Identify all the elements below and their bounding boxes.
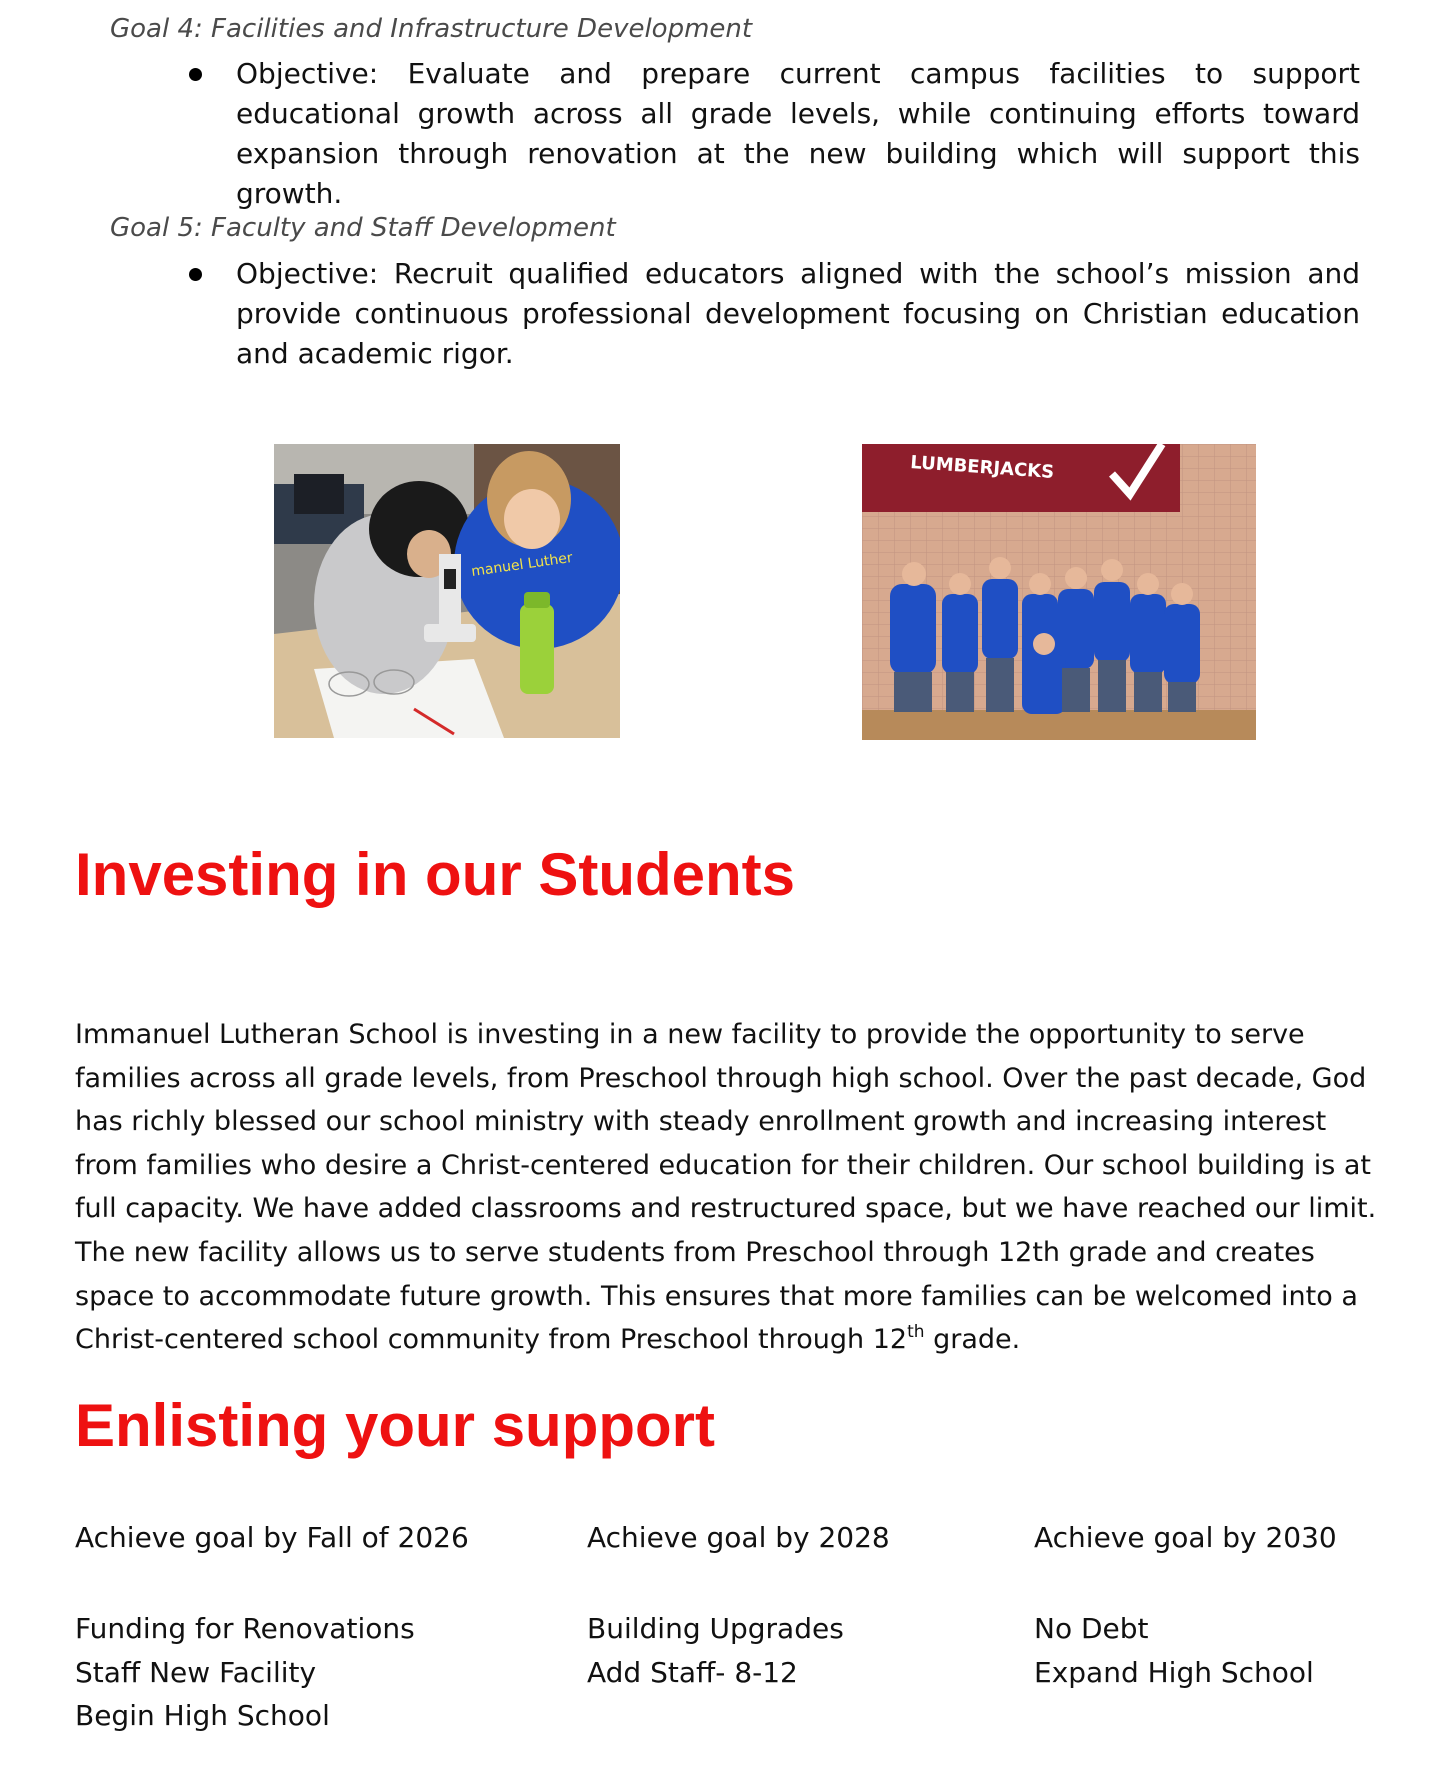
objective-line: through renovation at the new building which will support this growth. xyxy=(236,137,1361,210)
last-line-text: Christ-centered school community from Preschool through 12 xyxy=(75,1324,908,1356)
goal-target: Achieve goal by 2028 xyxy=(587,1521,890,1554)
paragraph-line: from families who desire a Christ-centered education for their children. Our school building is at xyxy=(75,1149,1371,1181)
goal-item: Expand High School xyxy=(1034,1655,1314,1689)
paragraph-line: space to accommodate future growth. This ensures that more families can be welcomed into a xyxy=(75,1280,1358,1312)
paragraph-line: has richly blessed our school ministry with steady enrollment growth and increasing interest xyxy=(75,1106,1327,1138)
goal-5-objective xyxy=(236,254,1360,374)
goal-item-list xyxy=(75,1607,415,1738)
goal-item-list xyxy=(1034,1607,1314,1694)
goal-item: Building Upgrades xyxy=(587,1612,844,1645)
banner-text: LUMBERJACKS xyxy=(909,452,1055,484)
last-line-end: grade. xyxy=(924,1324,1021,1356)
investing-paragraph xyxy=(75,1013,1375,1362)
paragraph-line: Immanuel Lutheran School is investing in a new facility to provide the opportunity to serve xyxy=(75,1019,1305,1050)
shirt-text: manuel Luther xyxy=(470,549,574,580)
goal-4-objective xyxy=(236,54,1360,214)
objective-line: and academic rigor. xyxy=(236,337,514,370)
goal-5-title: Goal 5: Faculty and Staff Development xyxy=(110,213,616,243)
goal-item: Add Staff- 8-12 xyxy=(587,1655,798,1689)
photo-team-group xyxy=(862,444,1256,740)
goal-4-title: Goal 4: Facilities and Infrastructure Development xyxy=(110,14,753,44)
goal-target: Achieve goal by 2030 xyxy=(1034,1521,1337,1554)
support-heading: Enlisting your support xyxy=(75,1392,715,1459)
goal-item: Staff New Facility xyxy=(75,1655,317,1689)
goal-item: No Debt xyxy=(1034,1612,1149,1645)
goal-item: Begin High School xyxy=(75,1699,330,1732)
paragraph-line: full capacity. We have added classrooms and restructured space, but we have reached our limit. xyxy=(75,1193,1377,1225)
photo-microscope-students xyxy=(274,444,620,738)
investing-heading: Investing in our Students xyxy=(75,841,796,908)
paragraph-line: The new facility allows us to serve students from Preschool through 12th grade and creates xyxy=(75,1236,1315,1268)
goal-item-list xyxy=(587,1607,844,1694)
bullet-icon xyxy=(189,268,202,281)
objective-line: Objective: Recruit qualified educators aligned with the school’s mission and xyxy=(236,257,1360,290)
ordinal-suffix: th xyxy=(907,1322,925,1343)
bullet-icon xyxy=(189,68,202,81)
goal-target: Achieve goal by Fall of 2026 xyxy=(75,1521,469,1554)
objective-line: growth across all grade levels, while continuing efforts toward expansion xyxy=(236,97,1361,170)
paragraph-line-last xyxy=(75,1318,1375,1362)
objective-line: provide continuous professional development focusing on Christian education xyxy=(236,297,1360,330)
paragraph-line: families across all grade levels, from Preschool through high school. Over the past decade, God xyxy=(75,1062,1367,1094)
objective-line: Objective: Evaluate and prepare current campus facilities to support educational xyxy=(236,57,1360,130)
goal-item: Funding for Renovations xyxy=(75,1612,415,1645)
